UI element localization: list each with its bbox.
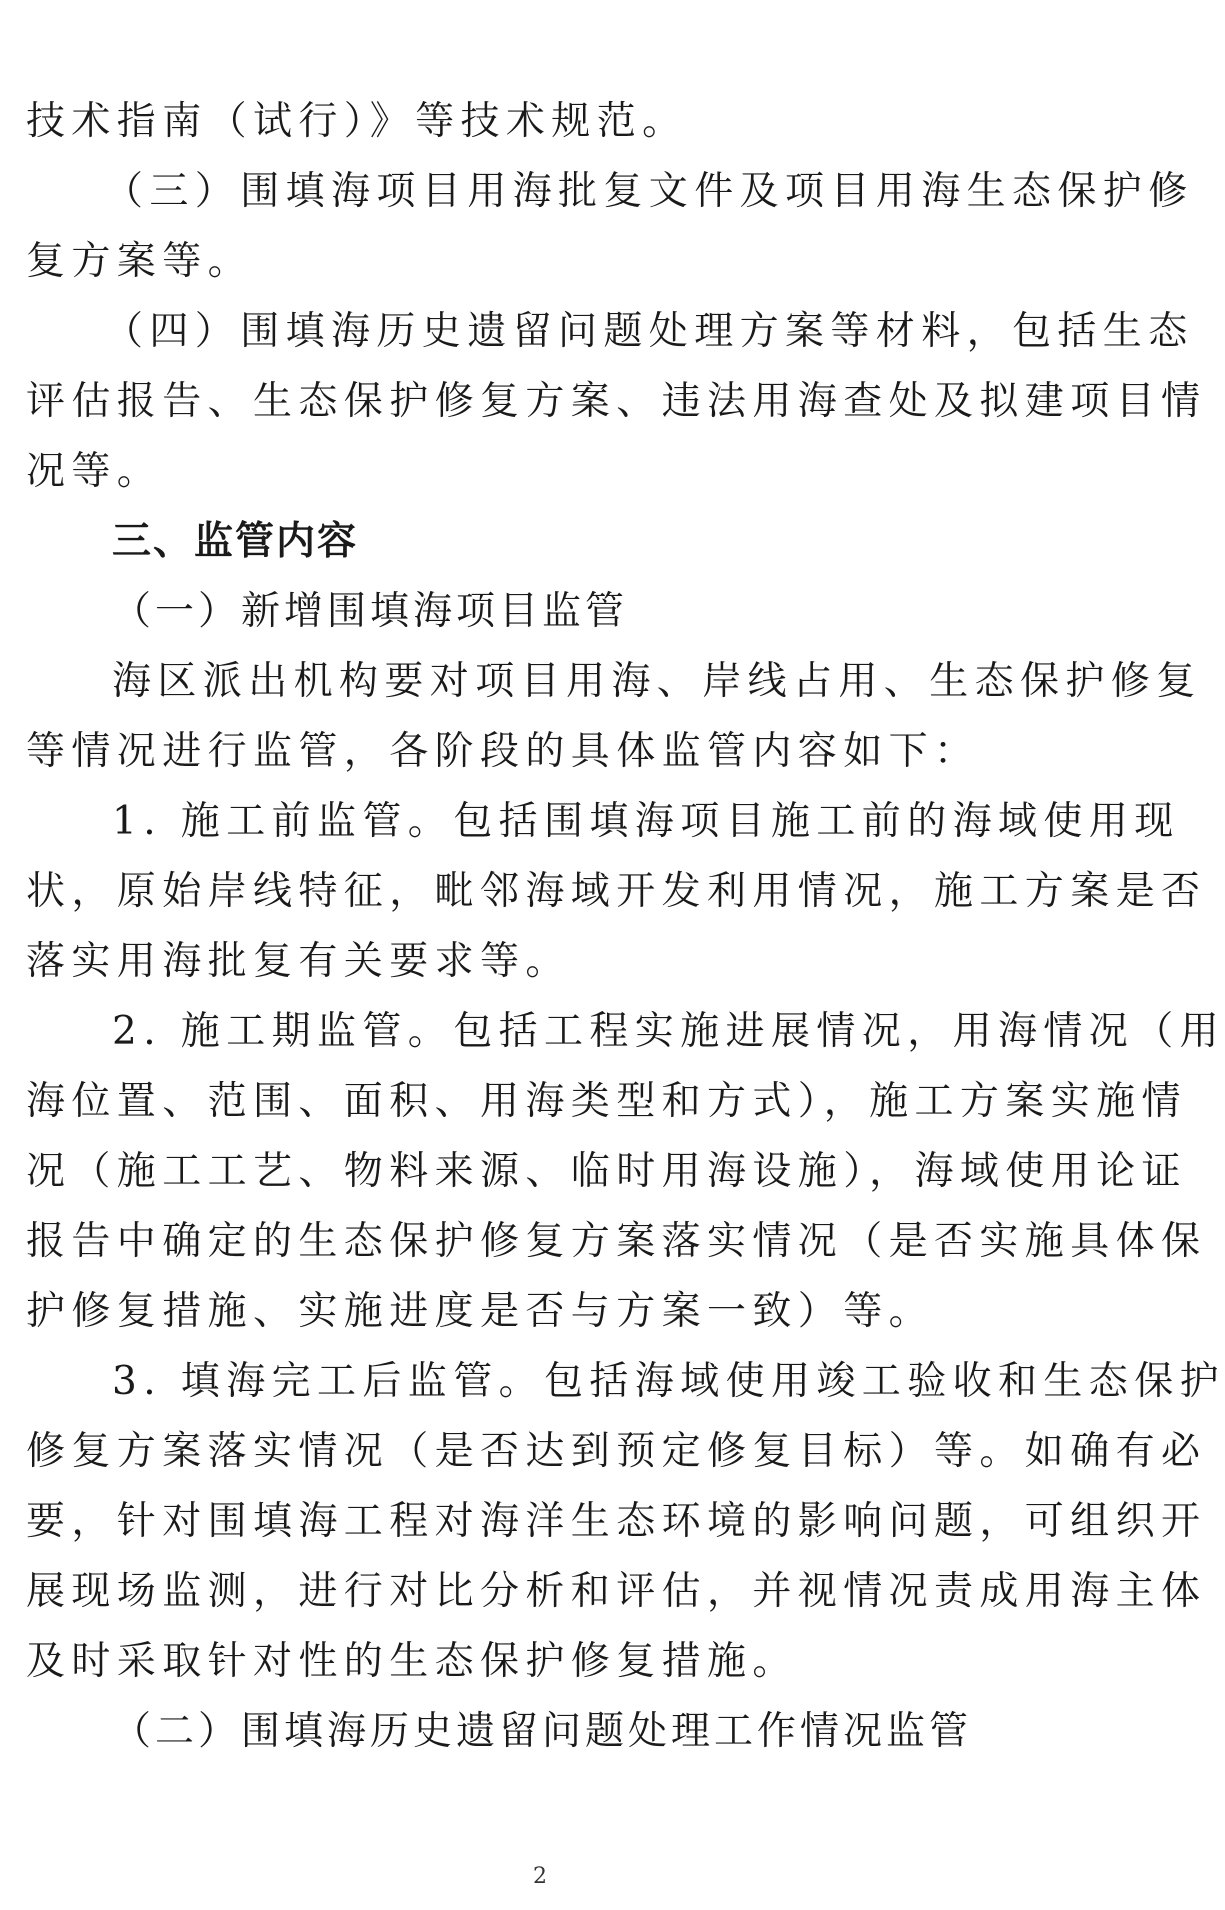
document-body (26, 87, 1225, 1767)
text-line: 3. 填海完工后监管。包括海域使用竣工验收和生态保护 (112, 1359, 1225, 1404)
text-line: 护修复措施、实施进度是否与方案一致）等。 (26, 1289, 935, 1334)
page-number: 2 (533, 1864, 547, 1889)
text-line: 复方案等。 (26, 239, 254, 284)
text-line: （四）围填海历史遗留问题处理方案等材料，包括生态 (104, 309, 1194, 354)
text-line: 技术指南（试行）》等技术规范。 (26, 99, 688, 144)
text-line: 展现场监测，进行对比分析和评估，并视情况责成用海主体 (26, 1569, 1207, 1614)
text-line: 等情况进行监管，各阶段的具体监管内容如下： (26, 729, 980, 774)
text-line: （三）围填海项目用海批复文件及项目用海生态保护修 (104, 169, 1194, 214)
text-line: 状，原始岸线特征，毗邻海域开发利用情况，施工方案是否 (26, 869, 1207, 914)
subsection-heading: （一）新增围填海项目监管 (112, 589, 629, 634)
section-heading: 三、监管内容 (112, 519, 359, 564)
text-line: 海位置、范围、面积、用海类型和方式），施工方案实施情 (26, 1079, 1187, 1124)
text-line: 况（施工工艺、物料来源、临时用海设施），海域使用论证 (26, 1149, 1187, 1194)
text-line: 况等。 (26, 449, 163, 494)
text-line: 海区派出机构要对项目用海、岸线占用、生态保护修复 (112, 659, 1202, 704)
text-line: 修复方案落实情况（是否达到预定修复目标）等。如确有必 (26, 1429, 1207, 1474)
subsection-heading: （二）围填海历史遗留问题处理工作情况监管 (112, 1709, 973, 1754)
text-line: 2. 施工期监管。包括工程实施进展情况，用海情况（用 (112, 1009, 1225, 1054)
text-line: 及时采取针对性的生态保护修复措施。 (26, 1639, 798, 1684)
text-line: 1. 施工前监管。包括围填海项目施工前的海域使用现 (112, 799, 1180, 844)
text-line: 要，针对围填海工程对海洋生态环境的影响问题，可组织开 (26, 1499, 1207, 1544)
text-line: 落实用海批复有关要求等。 (26, 939, 571, 984)
text-line: 评估报告、生态保护修复方案、违法用海查处及拟建项目情 (26, 379, 1207, 424)
text-line: 报告中确定的生态保护修复方案落实情况（是否实施具体保 (26, 1219, 1207, 1264)
